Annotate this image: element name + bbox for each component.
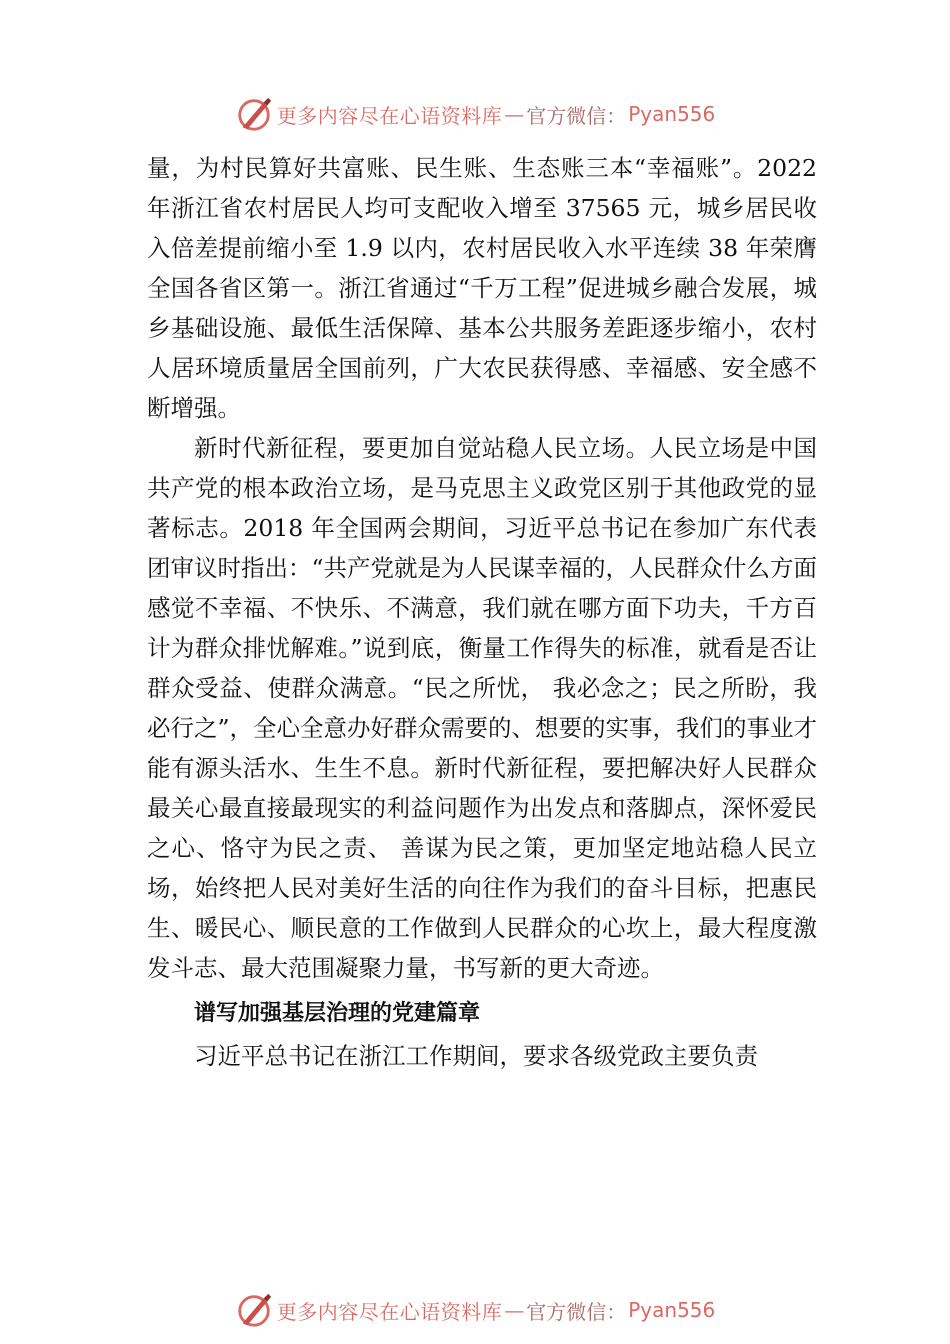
watermark-id: Pyan556 (628, 102, 716, 126)
paragraph-1: 量，为村民算好共富账、民生账、生态账三本“幸福账”。2022 年浙江省农村居民人均可支配收入增至 37565 元，城乡居民收入倍差提前缩小至 1.9 以内，农村居民收入水平连续 38 年荣膺全国各省区第一。浙江省通过“千万工程”促进城乡融合发展，城乡基础设施、最低生活保障、基本公共服务差距逐步缩小，农村人居环境质量居全国前列，广大农民获得感、幸福感、安全感不断增强。 (147, 154, 817, 422)
section-heading: 谱写加强基层治理的党建篇章 (194, 1001, 481, 1026)
pen-logo-icon (235, 95, 273, 133)
watermark-dash: — (504, 102, 525, 126)
document-body (147, 148, 817, 1076)
watermark-label: 官方微信： (526, 103, 627, 128)
paragraph-3: 习近平总书记在浙江工作期间，要求各级党政主要负责 (194, 1042, 758, 1070)
pen-logo-icon (235, 1291, 273, 1329)
watermark-brand: 更多内容尽在心语资料库 (276, 103, 503, 128)
watermark-label: 官方微信： (526, 1299, 627, 1324)
watermark-footer (0, 1290, 950, 1330)
watermark-dash: — (504, 1298, 525, 1322)
watermark-brand: 更多内容尽在心语资料库 (276, 1299, 503, 1324)
watermark-id: Pyan556 (628, 1298, 716, 1322)
watermark-header (0, 94, 950, 134)
paragraph-2: 新时代新征程，要更加自觉站稳人民立场。人民立场是中国共产党的根本政治立场，是马克思主义政党区别于其他政党的显著标志。2018 年全国两会期间，习近平总书记在参加广东代表团审议时指出：“共产党就是为人民谋幸福的，人民群众什么方面感觉不幸福、不快乐、不满意，我们就在哪方面下功夫，千方百计为群众排忧解难。”说到底，衡量工作得失的标准，就看是否让群众受益、使群众满意。“民之所忧， 我必念之；民之所盼，我必行之”，全心全意办好群众需要的、想要的实事，我们的事业才能有源头活水、生生不息。新时代新征程，要把解决好人民群众最关心最直接最现实的利益问题作为出发点和落脚点，深怀爱民之心、恪守为民之责、 善谋为民之策，更加坚定地站稳人民立场，始终把人民对美好生活的向往作为我们的奋斗目标，把惠民生、暖民心、顺民意的工作做到人民群众的心坎上，最大程度激发斗志、最大范围凝聚力量，书写新的更大奇迹。 (147, 434, 818, 982)
